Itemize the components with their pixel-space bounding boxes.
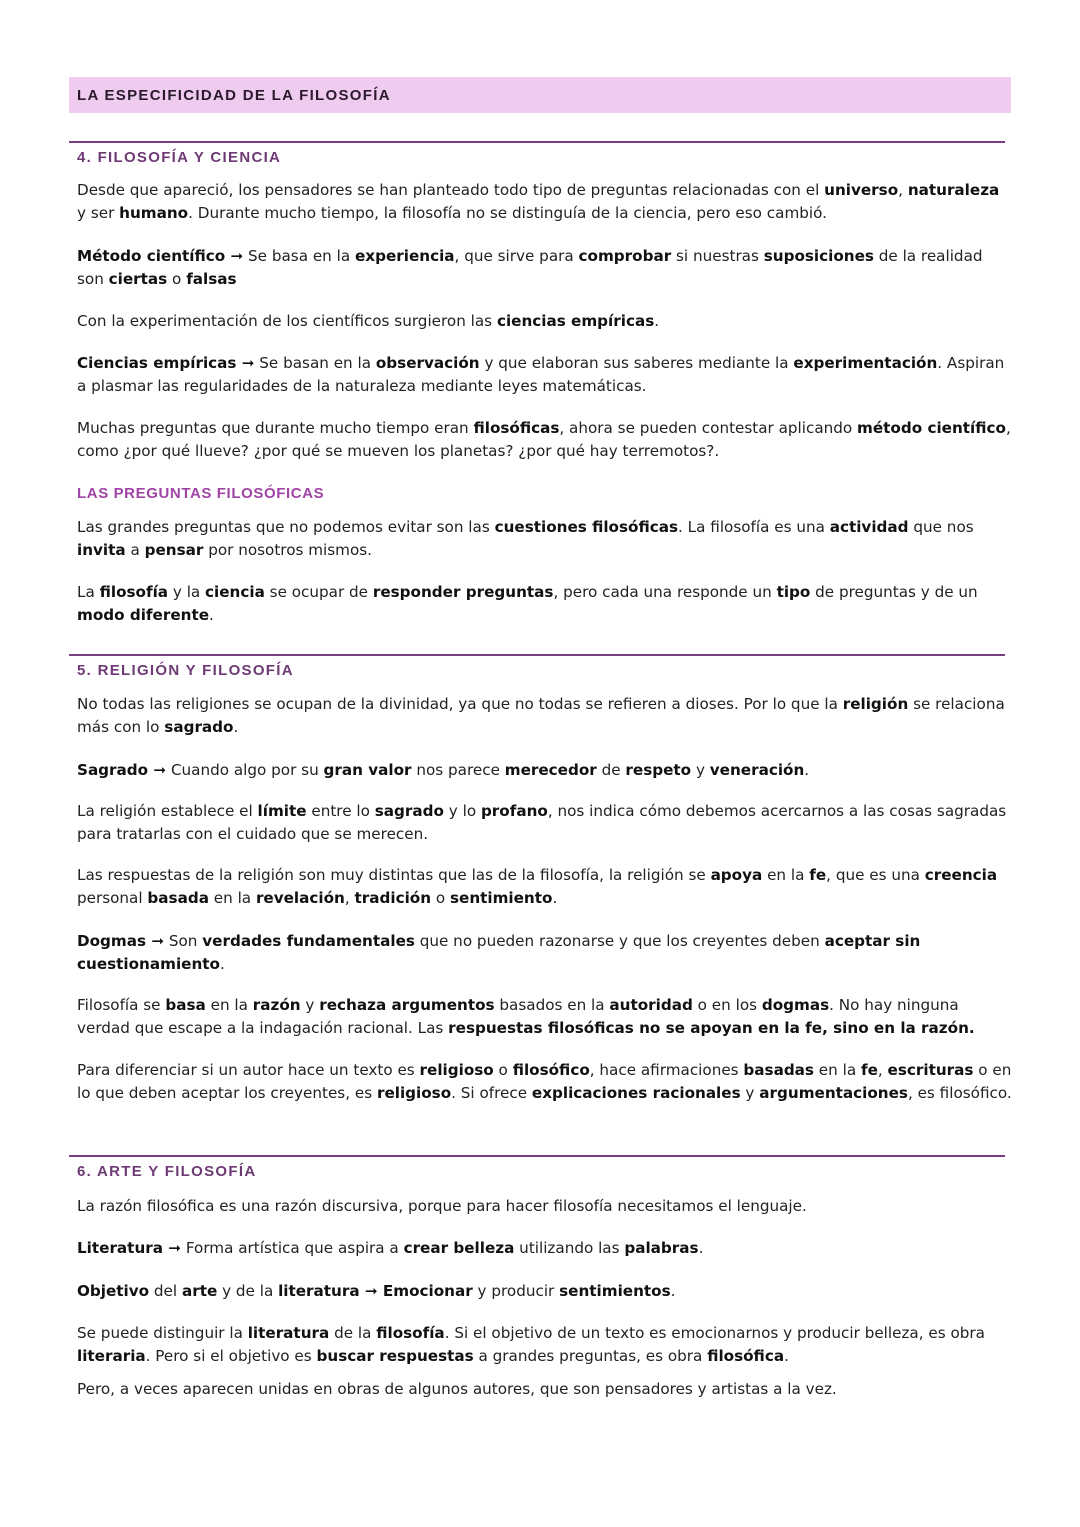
bold-term: literatura — [247, 1324, 330, 1342]
paragraph: Para diferenciar si un autor hace un texto es religioso o filosófico, hace afirmaciones basadas en la fe, escrituras o en lo que deben aceptar los creyentes, es religioso. Si ofrece explicaciones racionales y argumentaciones, es filosófico. — [77, 1061, 1012, 1102]
section-divider — [69, 654, 1005, 656]
bold-term: revelación — [255, 889, 345, 907]
bold-term: explicaciones racionales — [531, 1084, 741, 1102]
paragraph: Desde que apareció, los pensadores se han planteado todo tipo de preguntas relacionadas con el universo, naturaleza y ser humano. Durante mucho tiempo, la filosofía no se distinguía de la ciencia, pero eso cambió. — [77, 181, 1000, 222]
bold-term: aceptar sin cuestionamiento — [77, 932, 921, 973]
bold-term: responder preguntas — [372, 583, 554, 601]
bold-term: sentimientos — [559, 1282, 671, 1300]
bold-term: merecedor — [504, 761, 597, 779]
section-divider — [69, 141, 1005, 143]
bold-term: crear belleza — [403, 1239, 515, 1257]
bold-term: filosóficas — [473, 419, 560, 437]
paragraph: Filosofía se basa en la razón y rechaza argumentos basados en la autoridad o en los dogmas. No hay ninguna verdad que escape a la indagación racional. Las respuestas filosóficas no se apoyan en la fe, sino en la razón. — [77, 996, 975, 1037]
paragraph: Dogmas ➞ Son verdades fundamentales que no pueden razonarse y que los creyentes deben aceptar sin cuestionamiento. — [77, 932, 921, 973]
bold-term: sentimiento — [449, 889, 553, 907]
bold-term: cuestiones filosóficas — [494, 518, 678, 536]
bold-term: fe — [860, 1061, 878, 1079]
bold-term: basadas — [743, 1061, 814, 1079]
bold-term: pensar — [144, 541, 204, 559]
paragraph: Literatura ➞ Forma artística que aspira a crear belleza utilizando las palabras. — [77, 1239, 704, 1257]
bold-term: escrituras — [887, 1061, 974, 1079]
bold-term: literatura ➞ Emocionar — [278, 1282, 473, 1300]
bold-term: modo diferente — [77, 606, 210, 624]
bold-term: actividad — [829, 518, 909, 536]
section-heading-arte: 6. ARTE Y FILOSOFÍA — [77, 1163, 257, 1180]
bold-term: respuestas filosóficas no se apoyan en la fe, sino en la razón. — [448, 1019, 975, 1037]
bold-term: gran valor — [323, 761, 412, 779]
bold-term: humano — [119, 204, 189, 222]
bold-term: religioso — [419, 1061, 494, 1079]
bold-term: límite — [257, 802, 307, 820]
bold-term: fe — [809, 866, 827, 884]
bold-term: ciertas — [108, 270, 168, 288]
bold-term: palabras — [624, 1239, 699, 1257]
paragraph: Método científico ➞ Se basa en la experiencia, que sirve para comprobar si nuestras suposiciones de la realidad son ciertas o falsas — [77, 247, 983, 288]
bold-term: veneración — [709, 761, 805, 779]
paragraph: Se puede distinguir la literatura de la filosofía. Si el objetivo de un texto es emocionarnos y producir belleza, es obra literaria. Pero si el objetivo es buscar respuestas a grandes preguntas, es obra filosófica. — [77, 1324, 985, 1365]
bold-term: observación — [375, 354, 480, 372]
bold-term: tipo — [776, 583, 811, 601]
bold-term: Objetivo — [77, 1282, 150, 1300]
paragraph: Sagrado ➞ Cuando algo por su gran valor nos parece merecedor de respeto y veneración. — [77, 761, 810, 779]
bold-term: sagrado — [374, 802, 444, 820]
bold-term: ciencias empíricas — [496, 312, 655, 330]
bold-term: argumentaciones — [759, 1084, 908, 1102]
bold-term: falsas — [186, 270, 237, 288]
bold-term: Dogmas ➞ — [77, 932, 165, 950]
paragraph: Con la experimentación de los científicos surgieron las ciencias empíricas. — [77, 312, 660, 330]
bold-term: universo — [824, 181, 899, 199]
bold-term: religión — [842, 695, 909, 713]
paragraph: La razón filosófica es una razón discursiva, porque para hacer filosofía necesitamos el lenguaje. — [77, 1197, 807, 1215]
bold-term: Literatura ➞ — [77, 1239, 182, 1257]
section-heading-ciencia: 4. FILOSOFÍA Y CIENCIA — [77, 149, 282, 166]
bold-term: respeto — [625, 761, 692, 779]
page-banner-title: LA ESPECIFICIDAD DE LA FILOSOFÍA — [69, 77, 1011, 113]
paragraph: Las respuestas de la religión son muy distintas que las de la filosofía, la religión se apoya en la fe, que es una creencia personal basada en la revelación, tradición o sentimiento. — [77, 866, 998, 907]
bold-term: buscar respuestas — [316, 1347, 474, 1365]
bold-term: filosófica — [707, 1347, 785, 1365]
section-heading-religion: 5. RELIGIÓN Y FILOSOFÍA — [77, 662, 294, 679]
bold-term: filosófico — [512, 1061, 590, 1079]
bold-term: suposiciones — [763, 247, 874, 265]
paragraph: Muchas preguntas que durante mucho tiempo eran filosóficas, ahora se pueden contestar aplicando método científico, como ¿por qué llueve? ¿por qué se mueven los planetas? ¿por qué hay terremotos?. — [77, 419, 1011, 460]
bold-term: comprobar — [578, 247, 672, 265]
bold-term: Método científico ➞ — [77, 247, 244, 265]
paragraph: Las grandes preguntas que no podemos evitar son las cuestiones filosóficas. La filosofía es una actividad que nos invita a pensar por nosotros mismos. — [77, 518, 974, 559]
bold-term: arte — [181, 1282, 218, 1300]
bold-term: experimentación — [793, 354, 938, 372]
bold-term: Sagrado ➞ — [77, 761, 167, 779]
paragraph: Objetivo del arte y de la literatura ➞ Emocionar y producir sentimientos. — [77, 1282, 676, 1300]
paragraph: La religión establece el límite entre lo sagrado y lo profano, nos indica cómo debemos acercarnos a las cosas sagradas para tratarlas con el cuidado que se merecen. — [77, 802, 1007, 843]
bold-term: basada — [147, 889, 209, 907]
bold-term: método científico — [857, 419, 1006, 437]
bold-term: experiencia — [355, 247, 455, 265]
bold-term: autoridad — [609, 996, 693, 1014]
bold-term: Ciencias empíricas ➞ — [77, 354, 255, 372]
bold-term: religioso — [376, 1084, 452, 1102]
paragraph: Ciencias empíricas ➞ Se basan en la observación y que elaboran sus saberes mediante la experimentación. Aspiran a plasmar las regularidades de la naturaleza mediante leyes matemáticas. — [77, 354, 1005, 395]
bold-term: creencia — [924, 866, 998, 884]
bold-term: filosofía — [99, 583, 169, 601]
bold-term: naturaleza — [907, 181, 1000, 199]
paragraph: No todas las religiones se ocupan de la divinidad, ya que no todas se refieren a dioses. Por lo que la religión se relaciona más con lo sagrado. — [77, 695, 1005, 736]
bold-term: tradición — [354, 889, 432, 907]
bold-term: verdades fundamentales — [202, 932, 415, 950]
bold-term: literaria — [77, 1347, 146, 1365]
subheading-preguntas: LAS PREGUNTAS FILOSÓFICAS — [77, 485, 325, 502]
bold-term: profano — [480, 802, 548, 820]
bold-term: rechaza argumentos — [319, 996, 495, 1014]
bold-term: basa — [165, 996, 206, 1014]
paragraph: La filosofía y la ciencia se ocupar de responder preguntas, pero cada una responde un tipo de preguntas y de un modo diferente. — [77, 583, 978, 624]
section-divider — [69, 1155, 1005, 1157]
bold-term: ciencia — [205, 583, 265, 601]
bold-term: sagrado — [164, 718, 234, 736]
paragraph: Pero, a veces aparecen unidas en obras de algunos autores, que son pensadores y artistas a la vez. — [77, 1380, 837, 1398]
bold-term: filosofía — [376, 1324, 445, 1342]
bold-term: razón — [252, 996, 301, 1014]
bold-term: invita — [77, 541, 126, 559]
bold-term: dogmas — [761, 996, 830, 1014]
bold-term: apoya — [710, 866, 763, 884]
